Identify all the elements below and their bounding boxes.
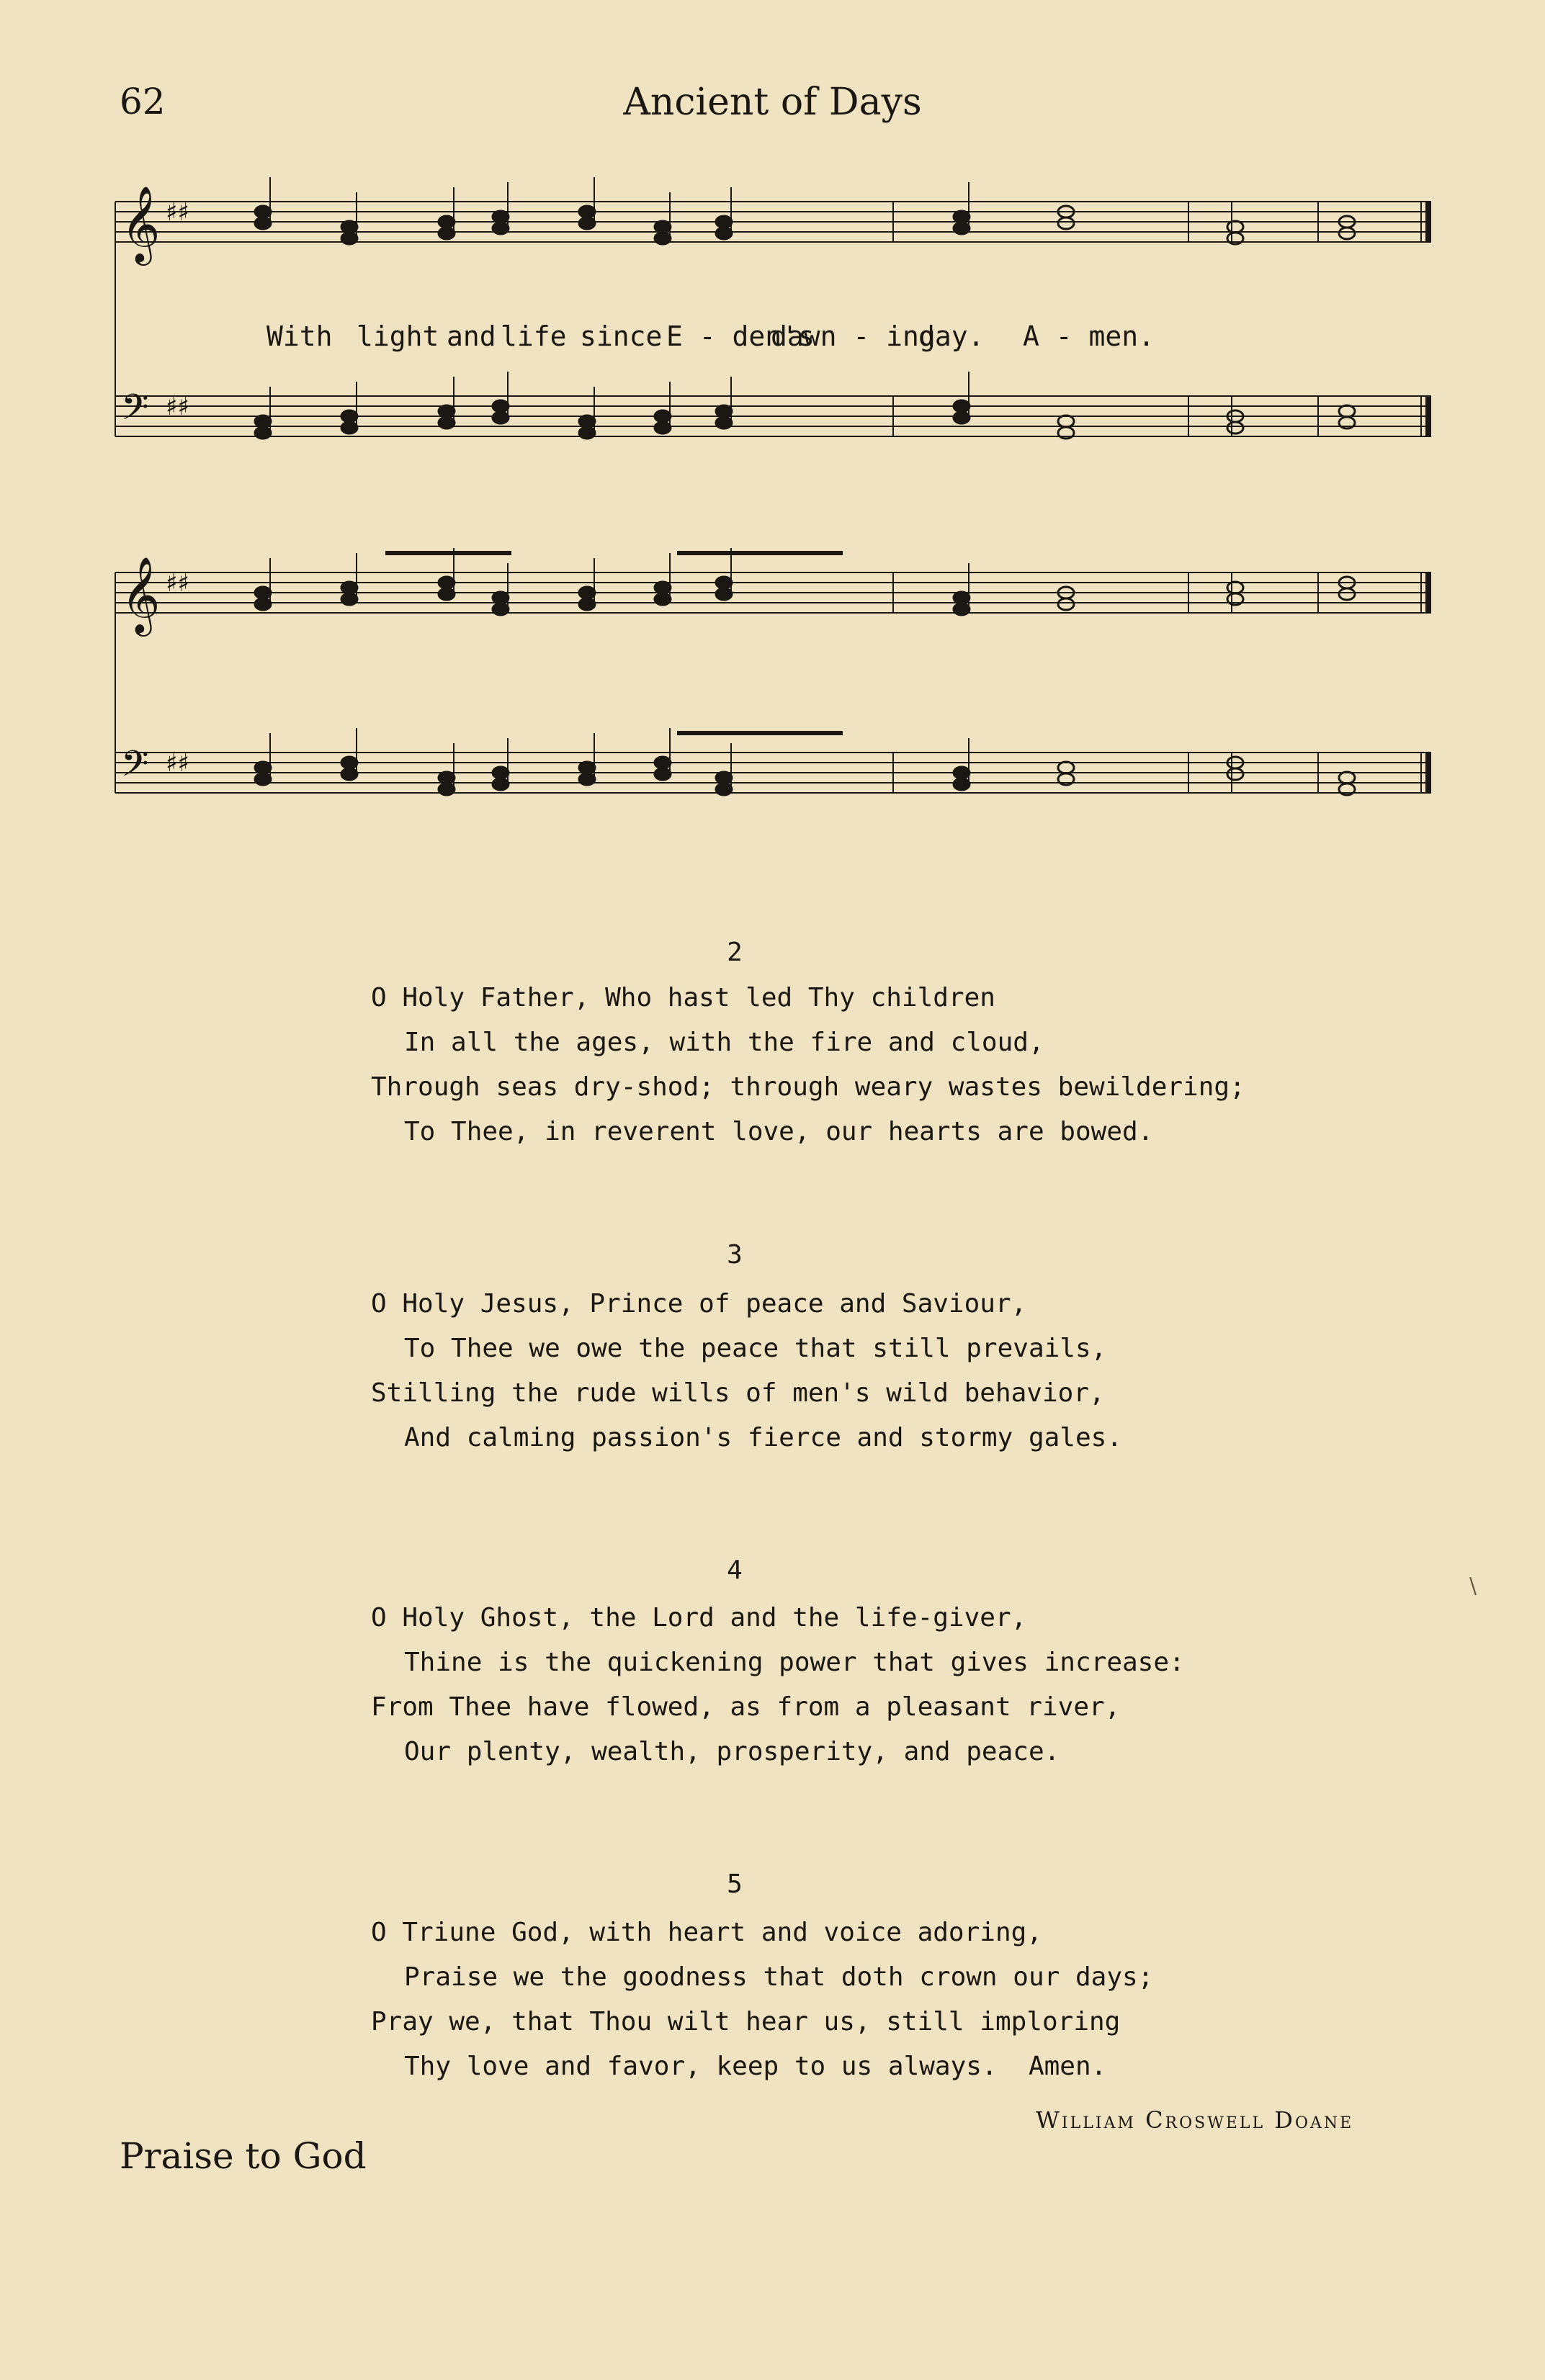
stanza-line: Through seas dry-shod; through weary wastes bewildering;	[371, 1072, 1245, 1102]
note-head	[493, 592, 509, 603]
note-head	[341, 593, 357, 605]
section-name: Praise to God	[120, 2135, 367, 2177]
stanza-2	[371, 976, 1245, 1154]
note-head	[579, 598, 595, 610]
stanza-line: To Thee we owe the peace that still prevails,	[404, 1334, 1107, 1363]
stanza-line: Our plenty, wealth, prosperity, and peace.	[404, 1737, 1060, 1766]
note-head	[341, 422, 357, 434]
note-head	[954, 778, 969, 790]
stanza-line: O Holy Jesus, Prince of peace and Saviour,	[371, 1289, 1027, 1319]
stanza-line: To Thee, in reverent love, our hearts are bowed.	[404, 1117, 1154, 1146]
stanza-line: O Triune God, with heart and voice adoring,	[371, 1918, 1042, 1947]
final-bar	[1426, 202, 1430, 242]
note-head	[439, 783, 454, 795]
whole-note	[1339, 588, 1355, 600]
lyric-syllable: A - men.	[1023, 320, 1155, 352]
stanza-number-3: 3	[727, 1240, 743, 1270]
whole-note	[1058, 416, 1074, 427]
stanza-4	[371, 1596, 1185, 1774]
note-head	[255, 762, 271, 773]
note-head	[655, 768, 671, 780]
note-head	[655, 410, 671, 422]
stanza-line: Thy love and favor, keep to us always. Amen.	[404, 2052, 1107, 2081]
page-title: Ancient of Days	[623, 81, 922, 124]
final-bar	[1426, 753, 1430, 793]
note-head	[655, 221, 671, 233]
note-head	[439, 588, 454, 600]
clef-icon: 𝄢	[121, 743, 149, 794]
note-head	[655, 422, 671, 434]
note-head	[716, 783, 732, 795]
note-head	[439, 228, 454, 239]
note-head	[439, 405, 454, 417]
whole-note	[1058, 598, 1074, 610]
key-signature-icon: ♯♯	[166, 569, 189, 598]
note-head	[954, 400, 969, 412]
stanza-number-4: 4	[727, 1555, 743, 1585]
lyric-syllable: With	[267, 320, 333, 352]
beam	[385, 551, 511, 555]
whole-note	[1058, 217, 1074, 229]
beam	[677, 731, 843, 735]
stanza-line: From Thee have flowed, as from a pleasant river,	[371, 1692, 1121, 1722]
note-head	[579, 217, 595, 229]
beam	[677, 551, 843, 555]
stanza-5	[371, 1910, 1153, 2089]
clef-icon: 𝄞	[121, 556, 161, 633]
music-score	[108, 151, 1441, 864]
stray-mark: \	[1469, 1573, 1477, 1599]
stanza-line: And calming passion's fierce and stormy gales.	[404, 1423, 1122, 1452]
stanza-3	[371, 1282, 1122, 1460]
note-head	[716, 588, 732, 600]
note-head	[493, 767, 509, 778]
note-head	[954, 412, 969, 423]
note-head	[655, 582, 671, 593]
stanza-line: Stilling the rude wills of men's wild behavior,	[371, 1378, 1105, 1408]
note-head	[341, 410, 357, 422]
stanza-line: Praise we the goodness that doth crown our days;	[404, 1962, 1154, 1992]
note-head	[579, 762, 595, 773]
note-head	[493, 223, 509, 234]
lyric-syllable: light	[357, 320, 439, 352]
final-bar	[1426, 396, 1430, 436]
note-head	[255, 206, 271, 217]
lyric-syllable: and	[447, 320, 496, 352]
whole-note	[1339, 228, 1355, 239]
note-head	[716, 577, 732, 588]
stanza-line: Pray we, that Thou wilt hear us, still imploring	[371, 2007, 1121, 2037]
clef-icon: 𝄢	[121, 387, 149, 437]
lyric-syllable: E - den's	[666, 320, 815, 352]
note-head	[439, 772, 454, 783]
note-head	[954, 603, 969, 615]
note-head	[341, 233, 357, 244]
note-head	[341, 221, 357, 233]
note-head	[439, 577, 454, 588]
stanza-line: In all the ages, with the fire and cloud,	[404, 1028, 1044, 1057]
note-head	[954, 767, 969, 778]
note-head	[655, 757, 671, 768]
stanza-number-2: 2	[727, 938, 743, 967]
note-head	[341, 768, 357, 780]
note-head	[493, 603, 509, 615]
note-head	[493, 778, 509, 790]
note-head	[716, 772, 732, 783]
note-head	[493, 211, 509, 223]
lyric-syllable: since	[580, 320, 663, 352]
note-head	[255, 217, 271, 229]
lyric-syllable: day.	[918, 320, 985, 352]
note-head	[493, 400, 509, 412]
final-bar	[1426, 572, 1430, 613]
note-head	[439, 216, 454, 228]
note-head	[579, 773, 595, 785]
note-head	[255, 587, 271, 598]
stanza-line: O Holy Ghost, the Lord and the life-giver,	[371, 1603, 1027, 1633]
note-head	[255, 598, 271, 610]
note-head	[255, 416, 271, 427]
note-head	[579, 416, 595, 427]
whole-note	[1227, 768, 1243, 780]
note-head	[954, 223, 969, 234]
whole-note	[1227, 582, 1243, 593]
note-head	[716, 405, 732, 417]
note-head	[341, 582, 357, 593]
note-head	[716, 216, 732, 228]
lyric-syllable: life	[501, 320, 567, 352]
clef-icon: 𝄞	[121, 185, 161, 262]
whole-note	[1339, 405, 1355, 417]
note-head	[493, 412, 509, 423]
whole-note	[1339, 772, 1355, 783]
note-head	[655, 233, 671, 244]
note-head	[255, 427, 271, 439]
page-number: 62	[120, 81, 166, 122]
key-signature-icon: ♯♯	[166, 392, 189, 421]
note-head	[255, 773, 271, 785]
note-head	[579, 427, 595, 439]
whole-note	[1058, 762, 1074, 773]
whole-note	[1227, 221, 1243, 233]
note-head	[954, 592, 969, 603]
note-head	[716, 417, 732, 428]
note-head	[341, 757, 357, 768]
author-credit: William Croswell Doane	[1036, 2106, 1354, 2134]
note-head	[655, 593, 671, 605]
stanza-line: O Holy Father, Who hast led Thy children	[371, 983, 995, 1012]
note-head	[954, 211, 969, 223]
note-head	[716, 228, 732, 239]
lyric-syllable: dawn - ing	[771, 320, 936, 352]
whole-note	[1227, 422, 1243, 434]
note-head	[579, 587, 595, 598]
note-head	[579, 206, 595, 217]
note-head	[439, 417, 454, 428]
stanza-line: Thine is the quickening power that gives increase:	[404, 1648, 1185, 1677]
stanza-number-5: 5	[727, 1869, 743, 1899]
key-signature-icon: ♯♯	[166, 198, 189, 227]
key-signature-icon: ♯♯	[166, 749, 189, 778]
